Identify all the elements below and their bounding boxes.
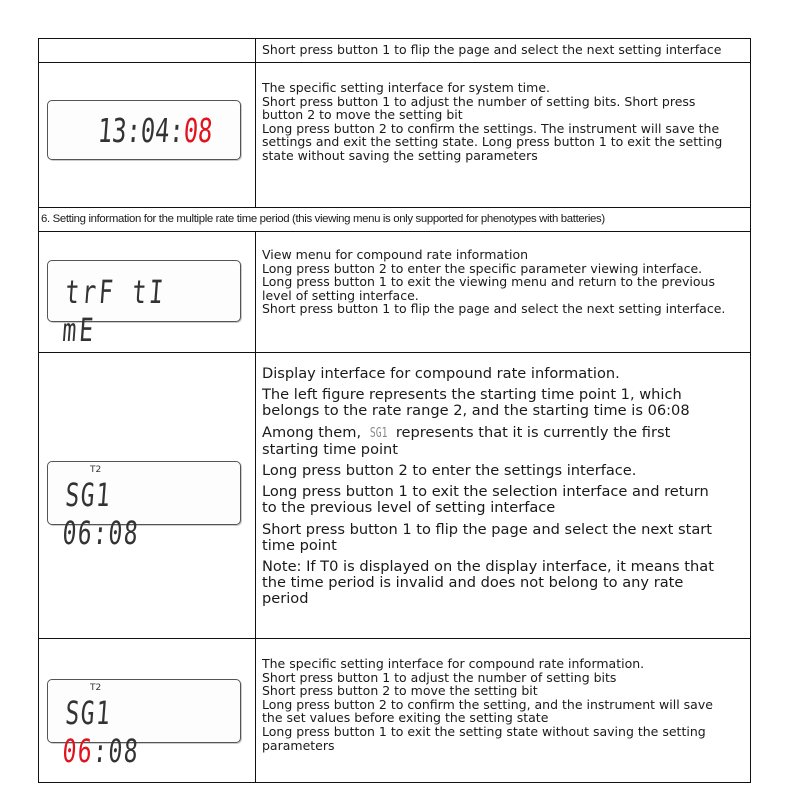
instruction-text: View menu for compound rate information Long press button 2 to enter the specific parameter viewing interface. Long press button 1 to exit the viewing menu and return to the previous level of setting interface. Short press button 1 to flip the page and select the next setting interface. (262, 247, 726, 317)
instruction-text: Display interface for compound rate information. The left figure represents the starting time point 1, which belongs to the rate range 2, and the starting time is 06:08 Among them, SG1 represents that it is currently the first starting time point Long press button 2 to enter the settings interface. Long press button 1 to exit the selection interface and return to the previous level of setting interface Short press button 1 to flip the page and select the next start time point Note: If T0 is displayed on the display interface, it means that the time period is invalid and does not belong to any rate period (262, 365, 714, 608)
lcd-digits: SG1 06:08 (61, 694, 141, 770)
table-row (39, 639, 750, 782)
lcd-digits: 13:04:08 (96, 111, 214, 150)
image-cell (39, 353, 256, 638)
rate-tag: T2 (90, 683, 102, 693)
table-row (39, 63, 750, 208)
image-cell (39, 63, 256, 207)
image-cell (39, 39, 256, 62)
instruction-table (38, 38, 751, 783)
lcd-display (47, 679, 241, 770)
table-row (39, 353, 750, 639)
table-row (39, 39, 750, 63)
image-cell (39, 232, 256, 352)
table-row (39, 208, 750, 232)
lcd-display (47, 100, 241, 160)
rate-tag: T2 (90, 465, 102, 475)
instruction-text: The specific setting interface for compound rate information. Short press button 1 to adjust the number of setting bits Short press button 2 to move the setting bit Long press button 2 to confirm the setting, and the instrument will save the set values before exiting the setting state Long press button 1 to exit the setting state without saving the setting parameters (262, 656, 713, 753)
sg1-segment-glyph: SG1 (369, 425, 388, 441)
lcd-display (47, 461, 241, 552)
lcd-digits: trF tI mE (61, 273, 168, 349)
section-heading: 6. Setting information for the multiple rate time period (this viewing menu is only supported for phenotypes with batteries) (41, 213, 605, 225)
image-cell (39, 639, 256, 782)
instruction-text: The specific setting interface for system time. Short press button 1 to adjust the number of setting bits. Short press button 2 to move the setting bit Long press button 2 to confirm the settings. The instrument will save the settings and exit the setting state. Long press button 1 to exit the setting state without saving the setting parameters (262, 80, 723, 163)
lcd-display (47, 260, 241, 349)
lcd-digits: SG1 06:08 (61, 476, 141, 552)
instruction-text: Short press button 1 to flip the page and select the next setting interface (262, 42, 722, 57)
table-row (39, 232, 750, 353)
